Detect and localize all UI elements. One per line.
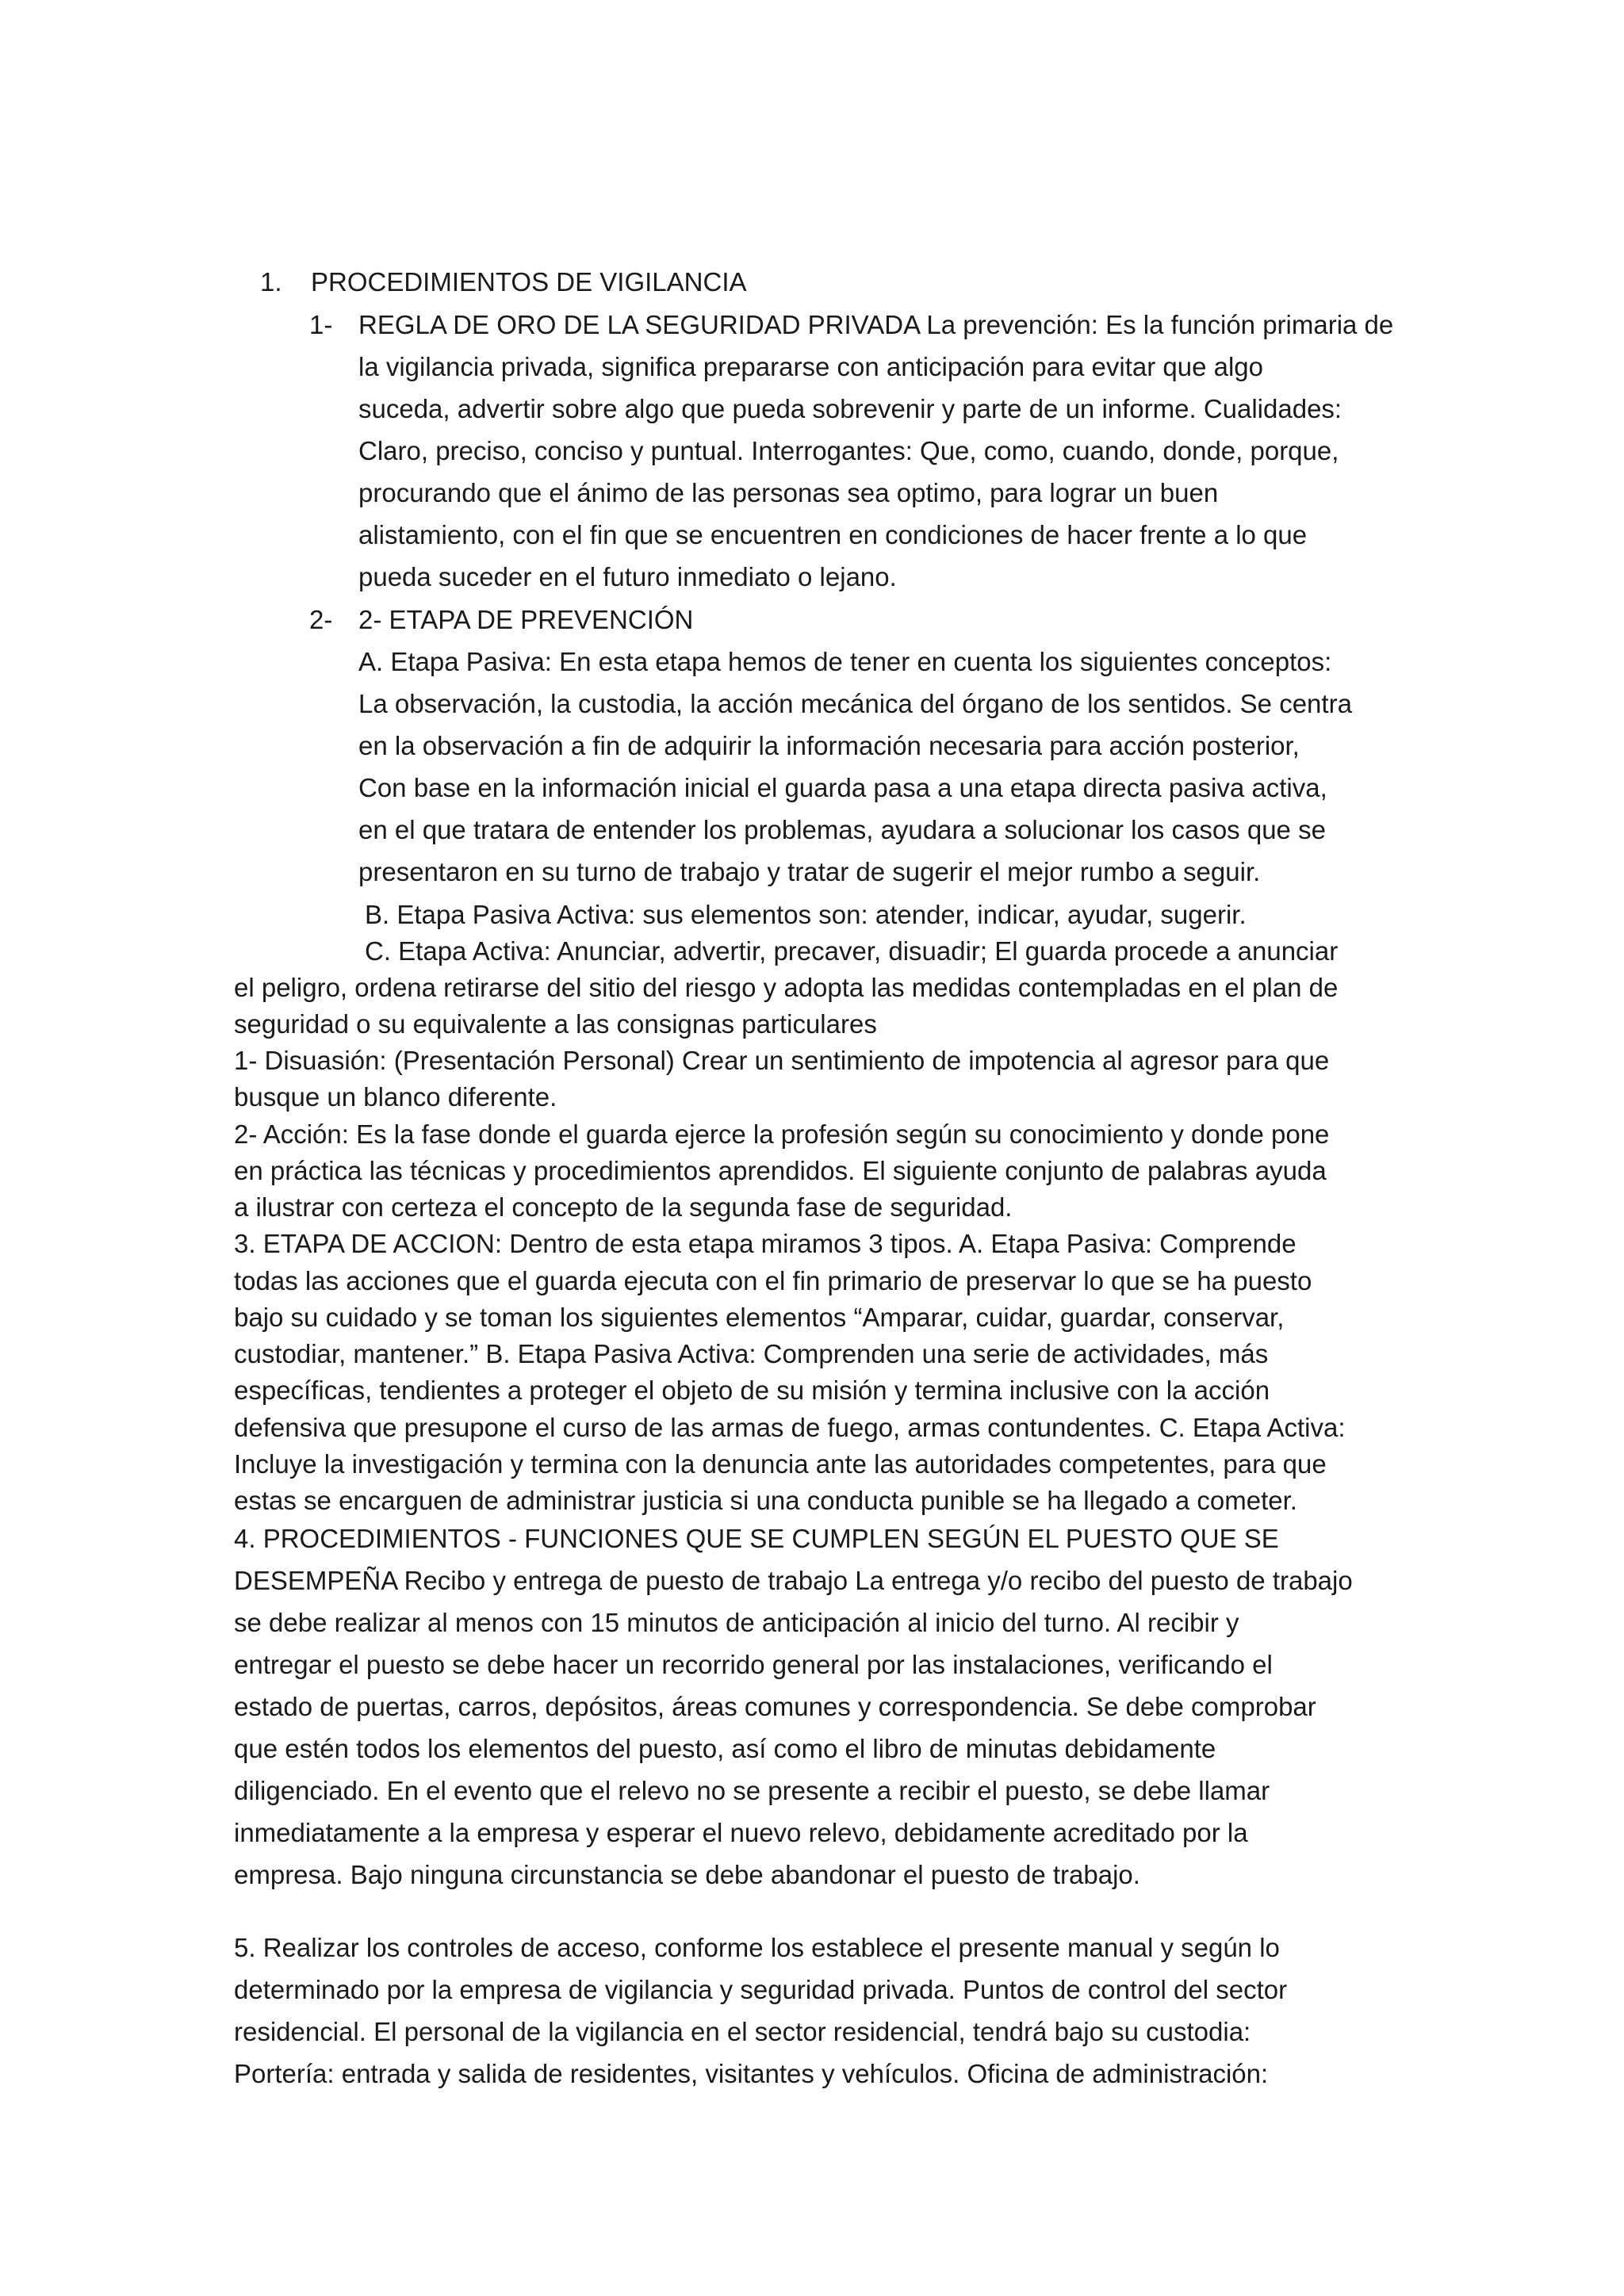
- body-line: 1- Disuasión: (Presentación Personal) Crear un sentimiento de impotencia al agresor para que: [234, 1046, 1330, 1075]
- sub-2-number: 2-: [309, 605, 333, 634]
- body-line: estas se encarguen de administrar justicia si una conducta punible se ha llegado a cometer.: [234, 1486, 1297, 1515]
- body-line-heading: 5. Realizar los controles de acceso, conforme los establece el presente manual y según lo: [234, 1933, 1280, 1962]
- body-line: Incluye la investigación y termina con la denuncia ante las autoridades competentes, para que: [234, 1449, 1327, 1479]
- body-line: inmediatamente a la empresa y esperar el nuevo relevo, debidamente acreditado por la: [234, 1818, 1248, 1847]
- sub-2-line: A. Etapa Pasiva: En esta etapa hemos de tener en cuenta los siguientes conceptos:: [358, 647, 1332, 676]
- body-line: bajo su cuidado y se toman los siguientes elementos “Amparar, cuidar, guardar, conservar,: [234, 1303, 1285, 1332]
- body-line: seguridad o su equivalente a las consignas particulares: [234, 1009, 877, 1039]
- body-line: todas las acciones que el guarda ejecuta con el fin primario de preservar lo que se ha puesto: [234, 1266, 1312, 1295]
- body-line: empresa. Bajo ninguna circunstancia se debe abandonar el puesto de trabajo.: [234, 1860, 1140, 1889]
- sub-1-line: pueda suceder en el futuro inmediato o lejano.: [358, 562, 897, 591]
- sub-1-line: suceda, advertir sobre algo que pueda sobrevenir y parte de un informe. Cualidades:: [358, 394, 1342, 423]
- body-line: en práctica las técnicas y procedimientos aprendidos. El siguiente conjunto de palabras ayuda: [234, 1156, 1327, 1185]
- body-line: el peligro, ordena retirarse del sitio del riesgo y adopta las medidas contempladas en el plan de: [234, 973, 1339, 1002]
- item-1-title: PROCEDIMIENTOS DE VIGILANCIA: [311, 267, 747, 297]
- body-line: determinado por la empresa de vigilancia y seguridad privada. Puntos de control del sector: [234, 1975, 1288, 2004]
- body-line: entregar el puesto se debe hacer un recorrido general por las instalaciones, verificando el: [234, 1650, 1273, 1679]
- body-line: se debe realizar al menos con 15 minutos de anticipación al inicio del turno. Al recibir y: [234, 1608, 1239, 1637]
- body-line: Portería: entrada y salida de residentes, visitantes y vehículos. Oficina de administración:: [234, 2059, 1269, 2088]
- body-line: diligenciado. En el evento que el relevo no se presente a recibir el puesto, se debe llamar: [234, 1776, 1270, 1805]
- body-line: defensiva que presupone el curso de las armas de fuego, armas contundentes. C. Etapa Activa:: [234, 1413, 1346, 1442]
- body-line: custodiar, mantener.” B. Etapa Pasiva Activa: Comprenden una serie de actividades, más: [234, 1339, 1269, 1368]
- sub-1-line: procurando que el ánimo de las personas sea optimo, para lograr un buen: [358, 478, 1219, 507]
- body-line: residencial. El personal de la vigilancia en el sector residencial, tendrá bajo su custodia:: [234, 2017, 1251, 2046]
- sub-2-heading: 2- ETAPA DE PREVENCIÓN: [358, 605, 694, 634]
- body-line: 3. ETAPA DE ACCION: Dentro de esta etapa miramos 3 tipos. A. Etapa Pasiva: Comprende: [234, 1229, 1297, 1258]
- body-line: que estén todos los elementos del puesto, así como el libro de minutas debidamente: [234, 1734, 1216, 1763]
- sub-2-line: Con base en la información inicial el guarda pasa a una etapa directa pasiva activa,: [358, 773, 1327, 802]
- body-line: DESEMPEÑA Recibo y entrega de puesto de trabajo La entrega y/o recibo del puesto de trabajo: [234, 1566, 1353, 1595]
- sub-2-line: en la observación a fin de adquirir la información necesaria para acción posterior,: [358, 731, 1300, 760]
- sub-2-line: C. Etapa Activa: Anunciar, advertir, precaver, disuadir; El guarda procede a anunciar: [365, 936, 1339, 966]
- sub-2-line: B. Etapa Pasiva Activa: sus elementos son: atender, indicar, ayudar, sugerir.: [365, 900, 1247, 929]
- sub-1-line: alistamiento, con el fin que se encuentren en condiciones de hacer frente a lo que: [358, 520, 1308, 549]
- sub-1-line: Claro, preciso, conciso y puntual. Interrogantes: Que, como, cuando, donde, porque,: [358, 436, 1339, 465]
- sub-1-line: REGLA DE ORO DE LA SEGURIDAD PRIVADA La prevención: Es la función primaria de: [358, 310, 1394, 339]
- body-line: 2- Acción: Es la fase donde el guarda ejerce la profesión según su conocimiento y donde pone: [234, 1119, 1330, 1149]
- body-line-heading: 4. PROCEDIMIENTOS - FUNCIONES QUE SE CUMPLEN SEGÚN EL PUESTO QUE SE: [234, 1524, 1279, 1553]
- item-1-number: 1.: [260, 267, 282, 297]
- body-line: busque un blanco diferente.: [234, 1082, 557, 1112]
- body-line: específicas, tendientes a proteger el objeto de su misión y termina inclusive con la acción: [234, 1376, 1270, 1405]
- body-line: estado de puertas, carros, depósitos, áreas comunes y correspondencia. Se debe comprobar: [234, 1692, 1316, 1721]
- sub-2-line: presentaron en su turno de trabajo y tratar de sugerir el mejor rumbo a seguir.: [358, 857, 1261, 886]
- sub-2-line: La observación, la custodia, la acción mecánica del órgano de los sentidos. Se centra: [358, 689, 1352, 718]
- sub-1-line: la vigilancia privada, significa prepararse con anticipación para evitar que algo: [358, 352, 1263, 381]
- body-line: a ilustrar con certeza el concepto de la segunda fase de seguridad.: [234, 1192, 1013, 1222]
- sub-1-number: 1-: [309, 310, 333, 339]
- sub-2-line: en el que tratara de entender los problemas, ayudara a solucionar los casos que se: [358, 815, 1326, 844]
